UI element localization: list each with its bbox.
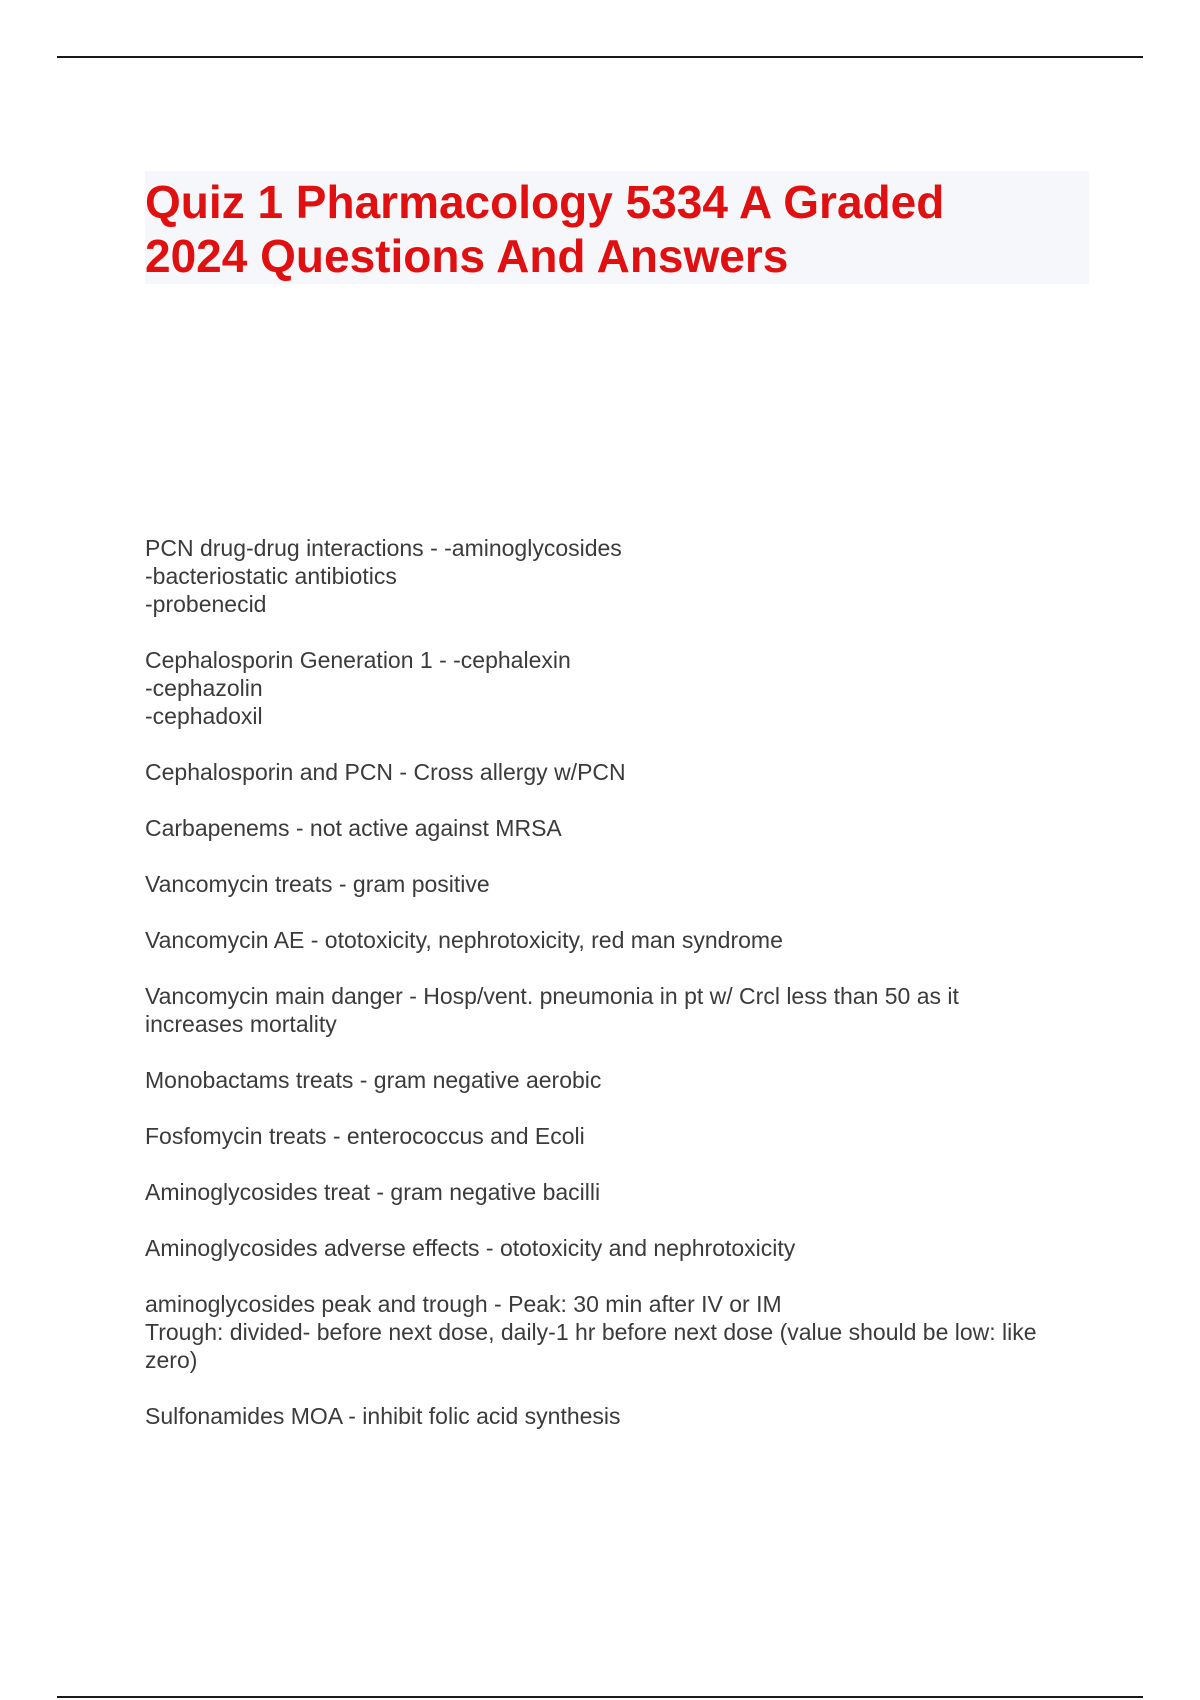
- qa-line: Trough: divided- before next dose, daily-1 hr before next dose (value should be low: like: [145, 1319, 1037, 1345]
- title-block: [145, 171, 1089, 284]
- qa-line: Vancomycin AE - ototoxicity, nephrotoxicity, red man syndrome: [145, 927, 783, 953]
- qa-entry: [145, 1066, 1105, 1094]
- qa-line: Vancomycin main danger - Hosp/vent. pneumonia in pt w/ Crcl less than 50 as it: [145, 983, 959, 1009]
- qa-line: increases mortality: [145, 1011, 337, 1037]
- qa-line: Aminoglycosides adverse effects - ototoxicity and nephrotoxicity: [145, 1235, 796, 1261]
- qa-list: [145, 534, 1105, 1458]
- qa-entry: [145, 758, 1105, 786]
- qa-entry: [145, 1178, 1105, 1206]
- qa-entry: [145, 982, 1105, 1038]
- qa-line: zero): [145, 1347, 198, 1373]
- qa-line: Vancomycin treats - gram positive: [145, 871, 490, 897]
- qa-entry: [145, 870, 1105, 898]
- title-line-1: Quiz 1 Pharmacology 5334 A Graded: [145, 176, 945, 228]
- qa-line: -cephazolin: [145, 675, 263, 701]
- qa-line: Aminoglycosides treat - gram negative bacilli: [145, 1179, 601, 1205]
- qa-entry: [145, 1234, 1105, 1262]
- qa-entry: [145, 1290, 1105, 1374]
- qa-line: PCN drug-drug interactions - -aminoglycosides: [145, 535, 622, 561]
- qa-line: aminoglycosides peak and trough - Peak: 30 min after IV or IM: [145, 1291, 782, 1317]
- qa-line: Carbapenems - not active against MRSA: [145, 815, 562, 841]
- qa-entry: [145, 1402, 1105, 1430]
- qa-entry: [145, 534, 1105, 618]
- top-rule: [57, 56, 1143, 58]
- qa-entry: [145, 646, 1105, 730]
- title-line-2: 2024 Questions And Answers: [145, 230, 789, 282]
- qa-line: Fosfomycin treats - enterococcus and Ecoli: [145, 1123, 585, 1149]
- qa-line: Cephalosporin Generation 1 - -cephalexin: [145, 647, 571, 673]
- qa-line: -bacteriostatic antibiotics: [145, 563, 397, 589]
- qa-line: Sulfonamides MOA - inhibit folic acid synthesis: [145, 1403, 621, 1429]
- qa-line: Monobactams treats - gram negative aerobic: [145, 1067, 602, 1093]
- qa-entry: [145, 926, 1105, 954]
- qa-line: -probenecid: [145, 591, 267, 617]
- qa-line: Cephalosporin and PCN - Cross allergy w/PCN: [145, 759, 626, 785]
- qa-line: -cephadoxil: [145, 703, 263, 729]
- qa-entry: [145, 814, 1105, 842]
- qa-entry: [145, 1122, 1105, 1150]
- bottom-rule: [57, 1696, 1143, 1698]
- document-title: [145, 175, 1005, 283]
